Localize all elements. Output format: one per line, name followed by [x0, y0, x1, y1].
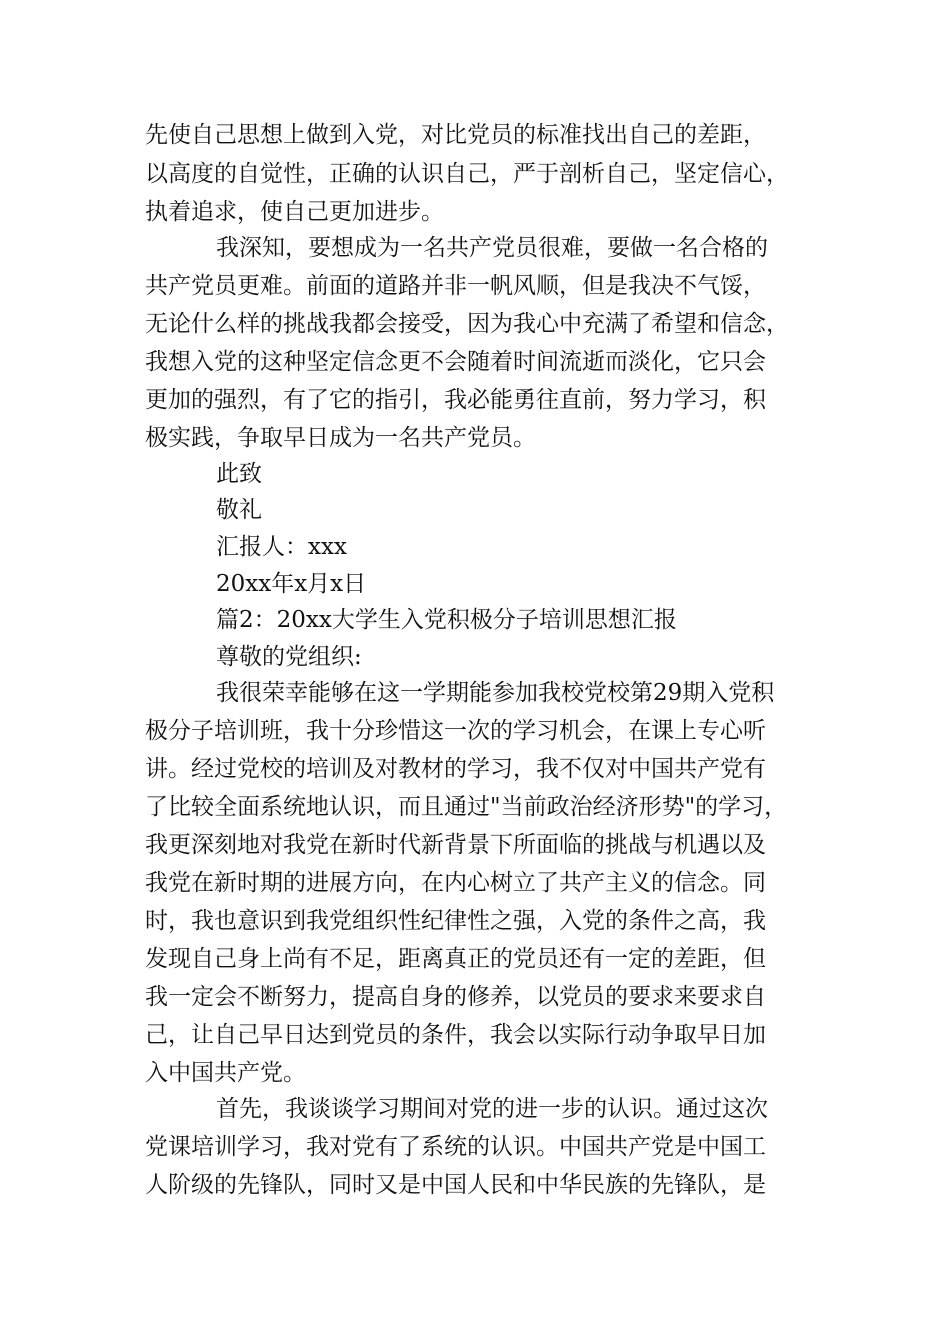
text-line: 我更深刻地对我党在新时代新背景下所面临的挑战与机遇以及	[145, 832, 766, 858]
text-line: 执着追求，使自己更加进步。	[145, 199, 444, 225]
paragraph-first-line: 首先，我谈谈学习期间对党的进一步的认识。通过这次	[216, 1096, 768, 1122]
text-line: 共产党员更难。前面的道路并非一帆风顺，但是我决不气馁，	[145, 273, 766, 299]
reporter-name: 汇报人：xxx	[216, 534, 347, 560]
text-line: 我一定会不断努力，提高自身的修养，以党员的要求来要求自	[145, 984, 766, 1010]
text-line: 人阶级的先锋队，同时又是中国人民和中华民族的先锋队，是	[145, 1172, 766, 1198]
text-line: 极实践，争取早日成为一名共产党员。	[145, 425, 536, 451]
text-line: 以高度的自觉性，正确的认识自己，严于剖析自己，坚定信心，	[145, 161, 789, 187]
report-date: 20xx年x月x日	[216, 571, 367, 597]
text-line: 入中国共产党。	[145, 1060, 306, 1086]
text-line: 无论什么样的挑战我都会接受，因为我心中充满了希望和信念，	[145, 311, 789, 337]
text-line: 我想入党的这种坚定信念更不会随着时间流逝而淡化，它只会	[145, 349, 766, 375]
text-line: 己，让自己早日达到党员的条件，我会以实际行动争取早日加	[145, 1022, 766, 1048]
paragraph-first-line: 我很荣幸能够在这一学期能参加我校党校第29期入党积	[216, 680, 775, 706]
text-line: 我党在新时期的进展方向，在内心树立了共产主义的信念。同	[145, 870, 766, 896]
paragraph-first-line: 我深知，要想成为一名共产党员很难，要做一名合格的	[216, 235, 768, 261]
text-line: 先使自己思想上做到入党，对比党员的标准找出自己的差距，	[145, 122, 766, 148]
text-line: 更加的强烈，有了它的指引，我必能勇往直前，努力学习，积	[145, 387, 766, 413]
text-line: 发现自己身上尚有不足，距离真正的党员还有一定的差距，但	[145, 946, 766, 972]
greeting: 尊敬的党组织:	[216, 644, 362, 670]
text-line: 党课培训学习，我对党有了系统的认识。中国共产党是中国工	[145, 1134, 766, 1160]
closing-regards: 敬礼	[216, 497, 262, 523]
closing-salutation: 此致	[216, 461, 262, 487]
text-line: 时，我也意识到我党组织性纪律性之强，入党的条件之高，我	[145, 908, 766, 934]
section-heading: 篇2：20xx大学生入党积极分子培训思想汇报	[216, 607, 677, 633]
text-line: 讲。经过党校的培训及对教材的学习，我不仅对中国共产党有	[145, 756, 766, 782]
text-line: 极分子培训班，我十分珍惜这一次的学习机会，在课上专心听	[145, 718, 766, 744]
text-line: 了比较全面系统地认识，而且通过"当前政治经济形势"的学习，	[145, 794, 788, 820]
